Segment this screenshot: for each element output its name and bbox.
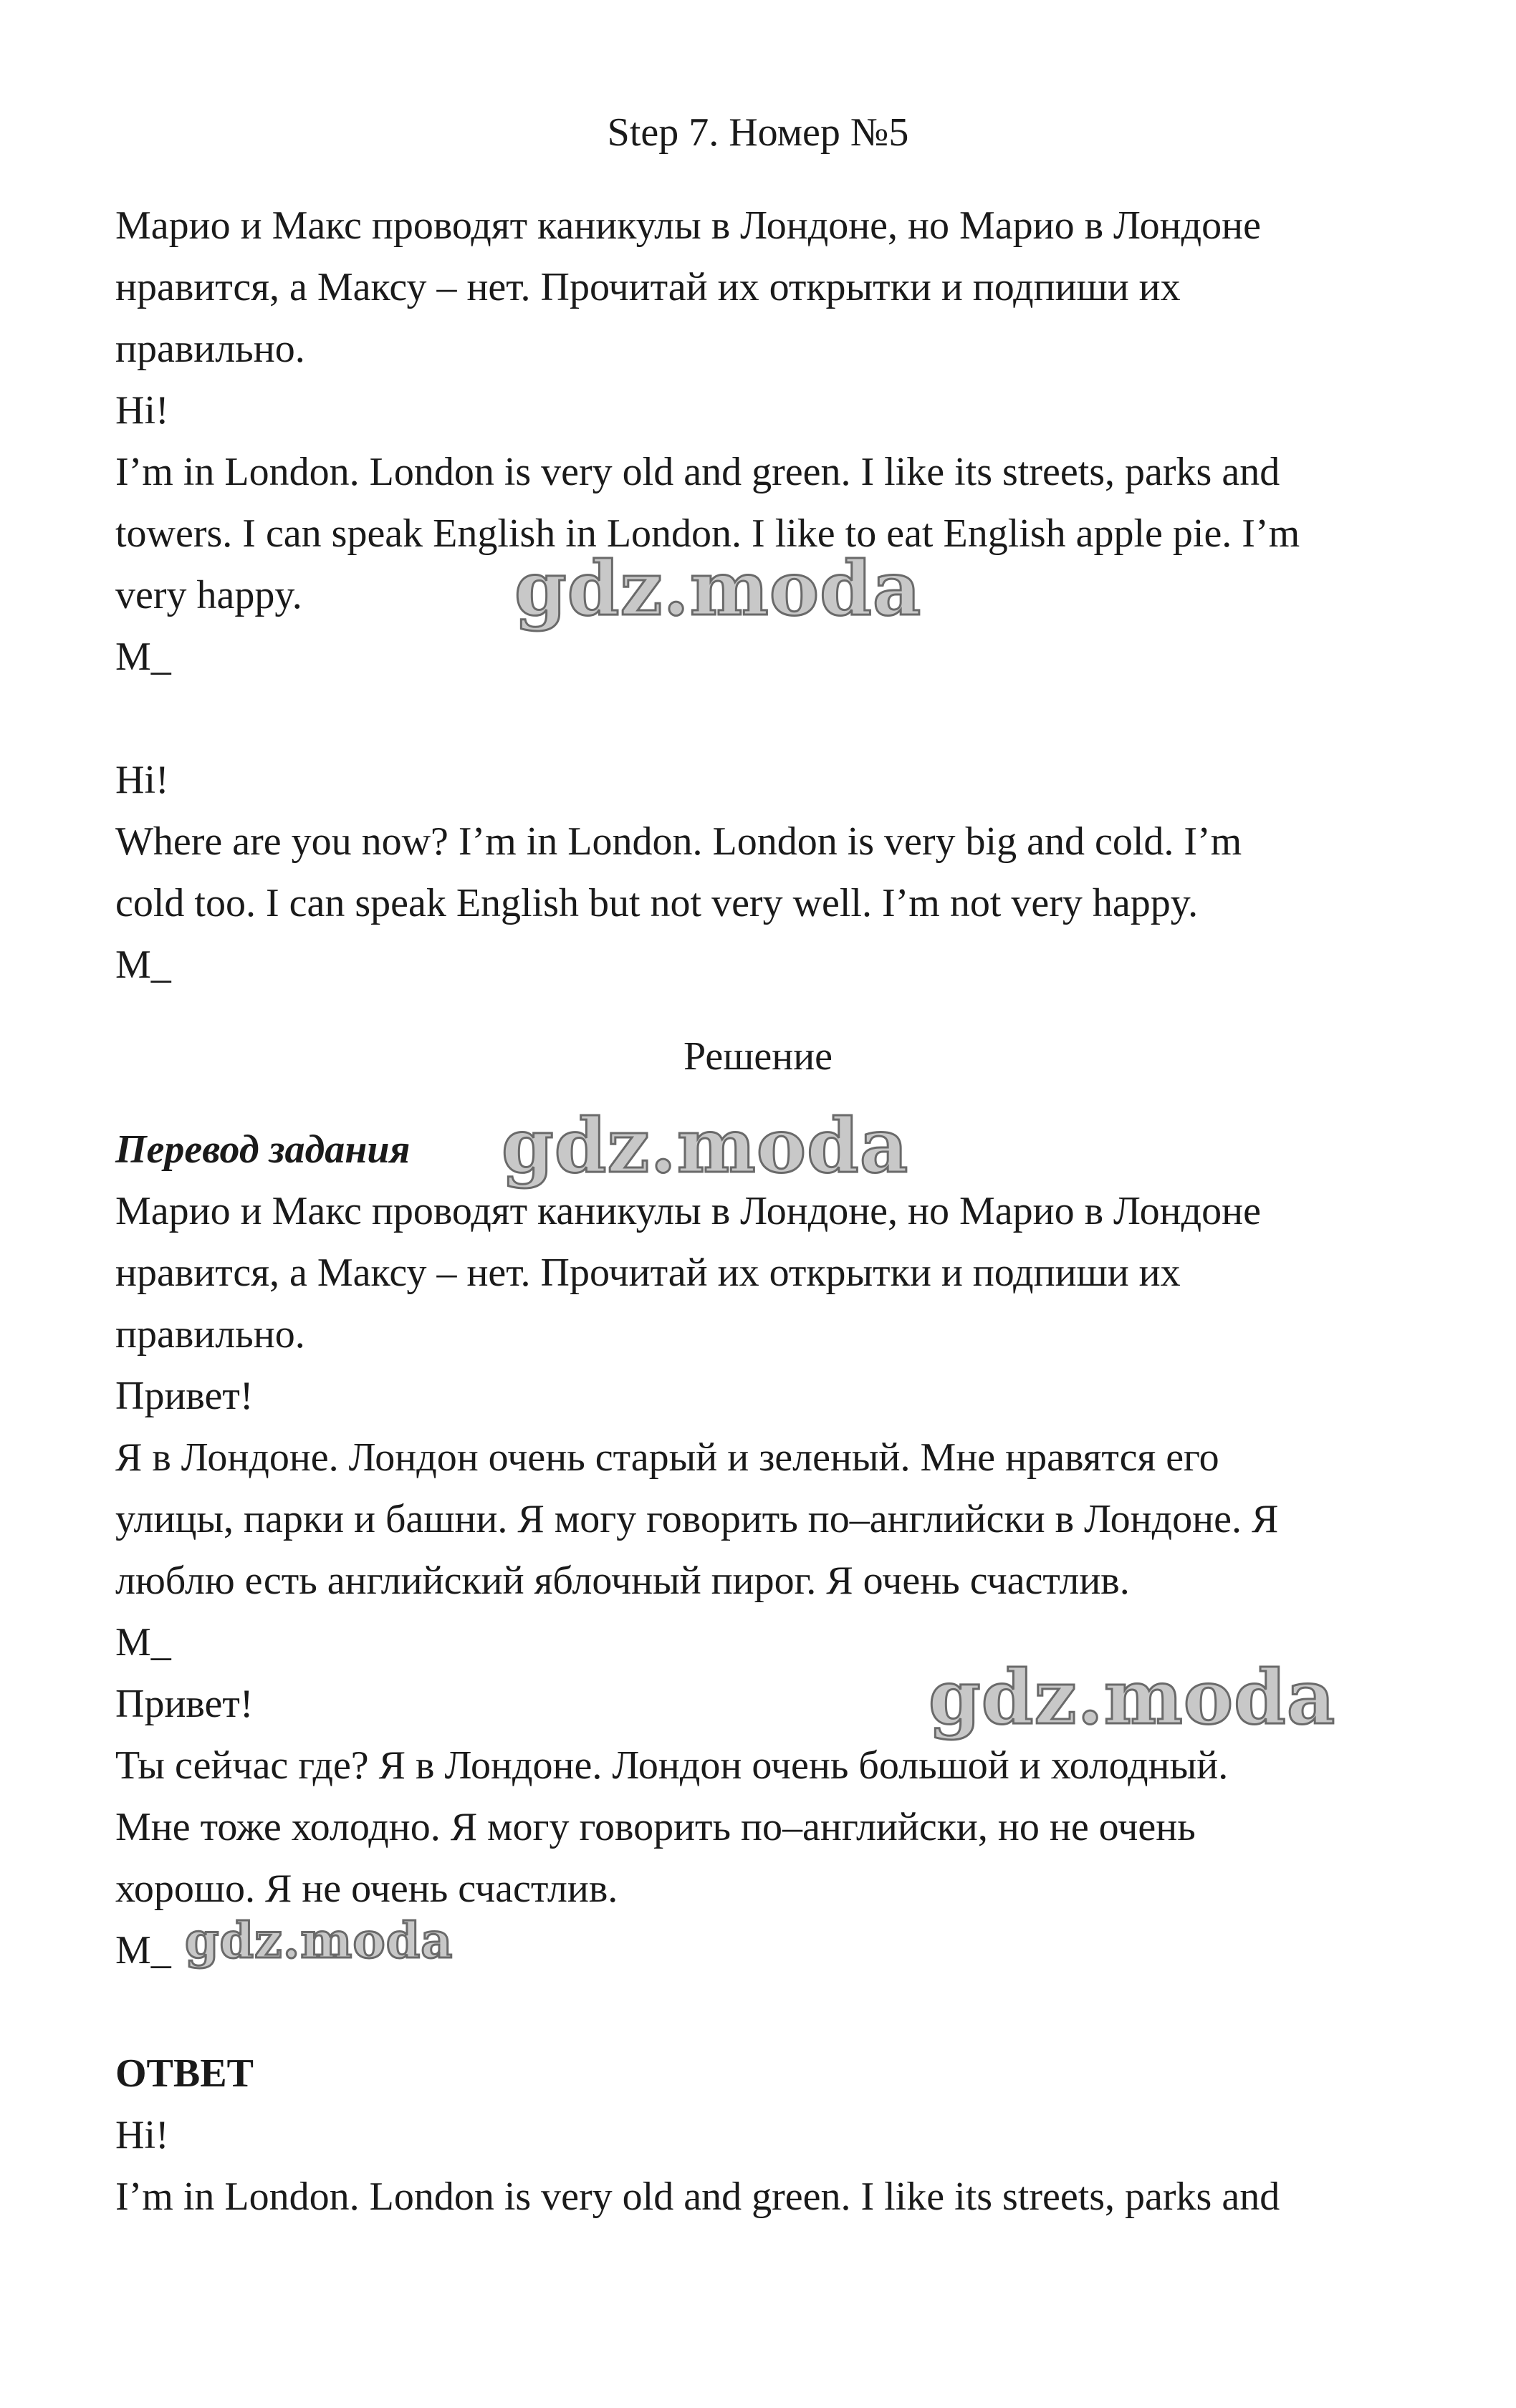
watermark-4: gdz.moda bbox=[185, 1912, 454, 1970]
translation-task-line-2: нравится, а Максу – нет. Прочитай их открытки и подпиши их bbox=[115, 1251, 1181, 1295]
task-line-1: Марио и Макс проводят каникулы в Лондоне, но Марио в Лондоне bbox=[115, 203, 1261, 248]
card1-line-3: very happy. bbox=[115, 573, 302, 617]
card2-line-2: cold too. I can speak English but not very well. I’m not very happy. bbox=[115, 881, 1199, 925]
watermark-2: gdz.moda bbox=[502, 1102, 909, 1190]
translation-task-line-3: правильно. bbox=[115, 1312, 305, 1357]
card1-line-1: I’m in London. London is very old and green. I like its streets, parks and bbox=[115, 450, 1280, 494]
task-line-3: правильно. bbox=[115, 327, 305, 371]
answer-heading: ОТВЕТ bbox=[115, 2051, 254, 2096]
translation-card1-line-1: Я в Лондоне. Лондон очень старый и зеленый. Мне нравятся его bbox=[115, 1435, 1219, 1480]
translation-heading: Перевод задания bbox=[115, 1127, 411, 1172]
task-line-2: нравится, а Максу – нет. Прочитай их открытки и подпиши их bbox=[115, 265, 1181, 309]
card1-greeting: Hi! bbox=[115, 388, 169, 433]
answer-greeting: Hi! bbox=[115, 2113, 169, 2157]
translation-card1-greeting: Привет! bbox=[115, 1374, 254, 1418]
translation-card2-signature: M_ bbox=[115, 1928, 171, 1973]
page-title: Step 7. Номер №5 bbox=[607, 110, 909, 155]
card1-line-2: towers. I can speak English in London. I like to eat English apple pie. I’m bbox=[115, 511, 1300, 556]
translation-card1-line-2: улицы, парки и башни. Я могу говорить по–английски в Лондоне. Я bbox=[115, 1497, 1279, 1541]
translation-task-line-1: Марио и Макс проводят каникулы в Лондоне, но Марио в Лондоне bbox=[115, 1189, 1261, 1233]
answer-line-1: I’m in London. London is very old and green. I like its streets, parks and bbox=[115, 2175, 1280, 2219]
watermark-3: gdz.moda bbox=[929, 1653, 1336, 1741]
card1-signature: M_ bbox=[115, 635, 171, 679]
translation-card1-line-3: люблю есть английский яблочный пирог. Я очень счастлив. bbox=[115, 1559, 1130, 1603]
solution-heading: Решение bbox=[683, 1034, 833, 1079]
card2-line-1: Where are you now? I’m in London. London is very big and cold. I’m bbox=[115, 819, 1242, 864]
translation-card2-line-2: Мне тоже холодно. Я могу говорить по–английски, но не очень bbox=[115, 1805, 1196, 1849]
card2-signature: M_ bbox=[115, 943, 171, 987]
translation-card2-line-1: Ты сейчас где? Я в Лондоне. Лондон очень большой и холодный. bbox=[115, 1743, 1229, 1788]
card2-greeting: Hi! bbox=[115, 758, 169, 802]
translation-card1-signature: M_ bbox=[115, 1620, 171, 1665]
translation-card2-line-3: хорошо. Я не очень счастлив. bbox=[115, 1867, 618, 1911]
watermark-1: gdz.moda bbox=[514, 544, 922, 632]
translation-card2-greeting: Привет! bbox=[115, 1682, 254, 1726]
